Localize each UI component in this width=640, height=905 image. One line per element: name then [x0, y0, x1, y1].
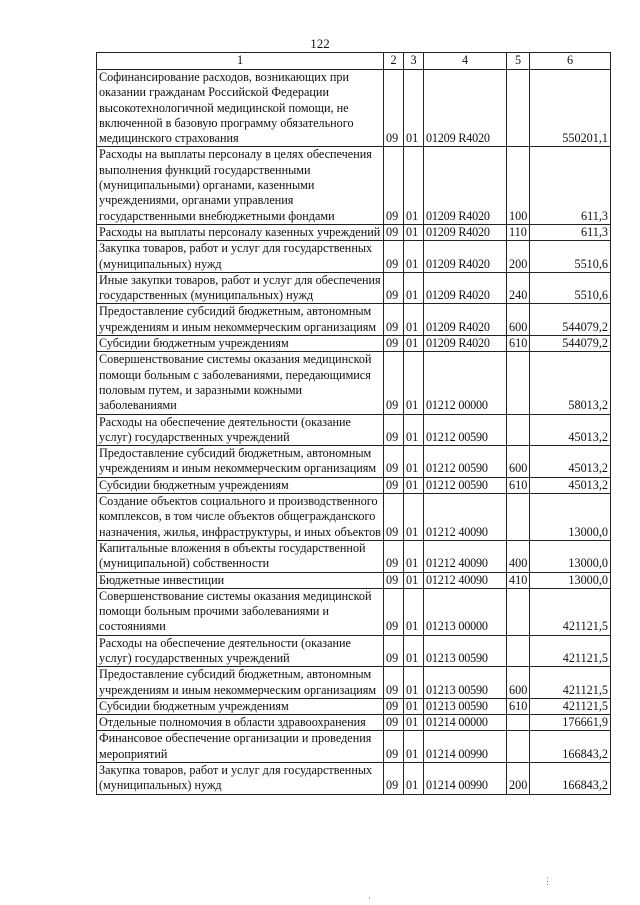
description-cell: Закупка товаров, работ и услуг для государственных (муниципальных) нужд — [97, 241, 384, 273]
table-row — [97, 446, 611, 478]
section-cell: 09 — [384, 572, 404, 588]
column-header: 4 — [424, 53, 507, 70]
description-cell: Совершенствование системы оказания медицинской помощи больным прочими заболеваниями и состояниями — [97, 588, 384, 635]
expense-type-cell — [507, 70, 530, 147]
amount-cell: 544079,2 — [530, 304, 611, 336]
description-cell: Предоставление субсидий бюджетным, автономным учреждениям и иным некоммерческим организациям — [97, 304, 384, 336]
description-cell: Отдельные полномочия в области здравоохранения — [97, 715, 384, 731]
section-cell: 09 — [384, 304, 404, 336]
subsection-cell: 01 — [404, 588, 424, 635]
page-number: 122 — [310, 36, 330, 51]
amount-cell: 5510,6 — [530, 241, 611, 273]
section-cell: 09 — [384, 224, 404, 240]
target-article-cell: 01209 R4020 — [424, 70, 507, 147]
description-cell: Расходы на выплаты персоналу казенных учреждений — [97, 224, 384, 240]
description-cell: Создание объектов социального и производственного комплексов, в том числе объектов общегражданского назначения, жилья, инфраструктуры, и иных объектов — [97, 494, 384, 541]
section-cell: 09 — [384, 272, 404, 304]
expense-type-cell: 200 — [507, 763, 530, 795]
section-cell: 09 — [384, 731, 404, 763]
target-article-cell: 01213 00590 — [424, 667, 507, 699]
section-cell: 09 — [384, 352, 404, 414]
amount-cell: 5510,6 — [530, 272, 611, 304]
amount-cell: 45013,2 — [530, 414, 611, 446]
target-article-cell: 01212 40090 — [424, 540, 507, 572]
description-cell: Капитальные вложения в объекты государственной (муниципальной) собственности — [97, 540, 384, 572]
table-row — [97, 698, 611, 714]
expense-type-cell: 400 — [507, 540, 530, 572]
description-cell: Финансовое обеспечение организации и проведения мероприятий — [97, 731, 384, 763]
subsection-cell: 01 — [404, 272, 424, 304]
table-row — [97, 715, 611, 731]
subsection-cell: 01 — [404, 336, 424, 352]
column-header: 6 — [530, 53, 611, 70]
scan-artifact: ⋮ — [543, 876, 552, 886]
description-cell: Субсидии бюджетным учреждениям — [97, 336, 384, 352]
expense-type-cell — [507, 715, 530, 731]
column-header: 5 — [507, 53, 530, 70]
expense-type-cell: 610 — [507, 336, 530, 352]
expense-type-cell: 600 — [507, 667, 530, 699]
table-row — [97, 667, 611, 699]
description-cell: Бюджетные инвестиции — [97, 572, 384, 588]
target-article-cell: 01212 00590 — [424, 446, 507, 478]
subsection-cell: 01 — [404, 352, 424, 414]
section-cell: 09 — [384, 588, 404, 635]
target-article-cell: 01213 00000 — [424, 588, 507, 635]
expense-type-cell: 240 — [507, 272, 530, 304]
target-article-cell: 01212 00590 — [424, 477, 507, 493]
expense-type-cell: 100 — [507, 147, 530, 224]
budget-table — [96, 52, 611, 795]
expense-type-cell — [507, 731, 530, 763]
section-cell: 09 — [384, 446, 404, 478]
table-row — [97, 241, 611, 273]
target-article-cell: 01213 00590 — [424, 635, 507, 667]
amount-cell: 421121,5 — [530, 588, 611, 635]
target-article-cell: 01213 00590 — [424, 698, 507, 714]
expense-type-cell — [507, 494, 530, 541]
column-header: 3 — [404, 53, 424, 70]
target-article-cell: 01209 R4020 — [424, 147, 507, 224]
header-row — [97, 53, 611, 70]
section-cell: 09 — [384, 336, 404, 352]
amount-cell: 550201,1 — [530, 70, 611, 147]
target-article-cell: 01209 R4020 — [424, 224, 507, 240]
section-cell: 09 — [384, 715, 404, 731]
table-row — [97, 494, 611, 541]
subsection-cell: 01 — [404, 147, 424, 224]
section-cell: 09 — [384, 540, 404, 572]
section-cell: 09 — [384, 241, 404, 273]
subsection-cell: 01 — [404, 540, 424, 572]
target-article-cell: 01209 R4020 — [424, 304, 507, 336]
amount-cell: 421121,5 — [530, 667, 611, 699]
table-row — [97, 352, 611, 414]
expense-type-cell — [507, 352, 530, 414]
amount-cell: 45013,2 — [530, 477, 611, 493]
table-row — [97, 272, 611, 304]
table-row — [97, 70, 611, 147]
subsection-cell: 01 — [404, 763, 424, 795]
target-article-cell: 01214 00000 — [424, 715, 507, 731]
amount-cell: 13000,0 — [530, 572, 611, 588]
section-cell: 09 — [384, 698, 404, 714]
section-cell: 09 — [384, 635, 404, 667]
expense-type-cell — [507, 414, 530, 446]
table-row — [97, 477, 611, 493]
subsection-cell: 01 — [404, 224, 424, 240]
description-cell: Расходы на обеспечение деятельности (оказание услуг) государственных учреждений — [97, 635, 384, 667]
subsection-cell: 01 — [404, 731, 424, 763]
section-cell: 09 — [384, 147, 404, 224]
section-cell: 09 — [384, 414, 404, 446]
table-row — [97, 763, 611, 795]
amount-cell: 166843,2 — [530, 763, 611, 795]
table-row — [97, 588, 611, 635]
description-cell: Субсидии бюджетным учреждениям — [97, 477, 384, 493]
section-cell: 09 — [384, 477, 404, 493]
amount-cell: 166843,2 — [530, 731, 611, 763]
table-row — [97, 635, 611, 667]
target-article-cell: 01212 00000 — [424, 352, 507, 414]
subsection-cell: 01 — [404, 635, 424, 667]
expense-type-cell: 610 — [507, 477, 530, 493]
amount-cell: 13000,0 — [530, 540, 611, 572]
description-cell: Совершенствование системы оказания медицинской помощи больным с заболеваниями, передающимися половым путем, и заразными кожными заболеваниями — [97, 352, 384, 414]
amount-cell: 58013,2 — [530, 352, 611, 414]
description-cell: Субсидии бюджетным учреждениям — [97, 698, 384, 714]
target-article-cell: 01214 00990 — [424, 731, 507, 763]
expense-type-cell: 410 — [507, 572, 530, 588]
target-article-cell: 01209 R4020 — [424, 241, 507, 273]
subsection-cell: 01 — [404, 477, 424, 493]
table-row — [97, 731, 611, 763]
subsection-cell: 01 — [404, 304, 424, 336]
description-cell: Предоставление субсидий бюджетным, автономным учреждениям и иным некоммерческим организациям — [97, 667, 384, 699]
subsection-cell: 01 — [404, 241, 424, 273]
column-header: 1 — [97, 53, 384, 70]
expense-type-cell: 200 — [507, 241, 530, 273]
expense-type-cell: 600 — [507, 304, 530, 336]
subsection-cell: 01 — [404, 414, 424, 446]
section-cell: 09 — [384, 667, 404, 699]
expense-type-cell: 610 — [507, 698, 530, 714]
table-row — [97, 414, 611, 446]
table-row — [97, 304, 611, 336]
table-row — [97, 224, 611, 240]
amount-cell: 176661,9 — [530, 715, 611, 731]
target-article-cell: 01212 00590 — [424, 414, 507, 446]
subsection-cell: 01 — [404, 667, 424, 699]
amount-cell: 13000,0 — [530, 494, 611, 541]
table-row — [97, 147, 611, 224]
section-cell: 09 — [384, 70, 404, 147]
description-cell: Расходы на выплаты персоналу в целях обеспечения выполнения функций государственными (муниципальными) органами, казенными учреждениями, органами управления государственными внебюджетными фондами — [97, 147, 384, 224]
amount-cell: 611,3 — [530, 147, 611, 224]
amount-cell: 544079,2 — [530, 336, 611, 352]
table-row — [97, 572, 611, 588]
target-article-cell: 01212 40090 — [424, 494, 507, 541]
target-article-cell: 01209 R4020 — [424, 272, 507, 304]
scan-artifact: · — [368, 893, 371, 903]
subsection-cell: 01 — [404, 698, 424, 714]
amount-cell: 611,3 — [530, 224, 611, 240]
target-article-cell: 01209 R4020 — [424, 336, 507, 352]
table-row — [97, 336, 611, 352]
expense-type-cell — [507, 588, 530, 635]
description-cell: Иные закупки товаров, работ и услуг для обеспечения государственных (муниципальных) нужд — [97, 272, 384, 304]
column-header: 2 — [384, 53, 404, 70]
expense-type-cell — [507, 635, 530, 667]
description-cell: Софинансирование расходов, возникающих при оказании гражданам Российской Федерации высокотехнологичной медицинской помощи, не включенной в базовую программу обязательного медицинского страхования — [97, 70, 384, 147]
amount-cell: 45013,2 — [530, 446, 611, 478]
section-cell: 09 — [384, 494, 404, 541]
description-cell: Предоставление субсидий бюджетным, автономным учреждениям и иным некоммерческим организациям — [97, 446, 384, 478]
expense-type-cell: 600 — [507, 446, 530, 478]
subsection-cell: 01 — [404, 572, 424, 588]
expense-type-cell: 110 — [507, 224, 530, 240]
section-cell: 09 — [384, 763, 404, 795]
description-cell: Закупка товаров, работ и услуг для государственных (муниципальных) нужд — [97, 763, 384, 795]
subsection-cell: 01 — [404, 446, 424, 478]
subsection-cell: 01 — [404, 70, 424, 147]
target-article-cell: 01214 00990 — [424, 763, 507, 795]
table-row — [97, 540, 611, 572]
amount-cell: 421121,5 — [530, 698, 611, 714]
subsection-cell: 01 — [404, 715, 424, 731]
subsection-cell: 01 — [404, 494, 424, 541]
description-cell: Расходы на обеспечение деятельности (оказание услуг) государственных учреждений — [97, 414, 384, 446]
target-article-cell: 01212 40090 — [424, 572, 507, 588]
amount-cell: 421121,5 — [530, 635, 611, 667]
